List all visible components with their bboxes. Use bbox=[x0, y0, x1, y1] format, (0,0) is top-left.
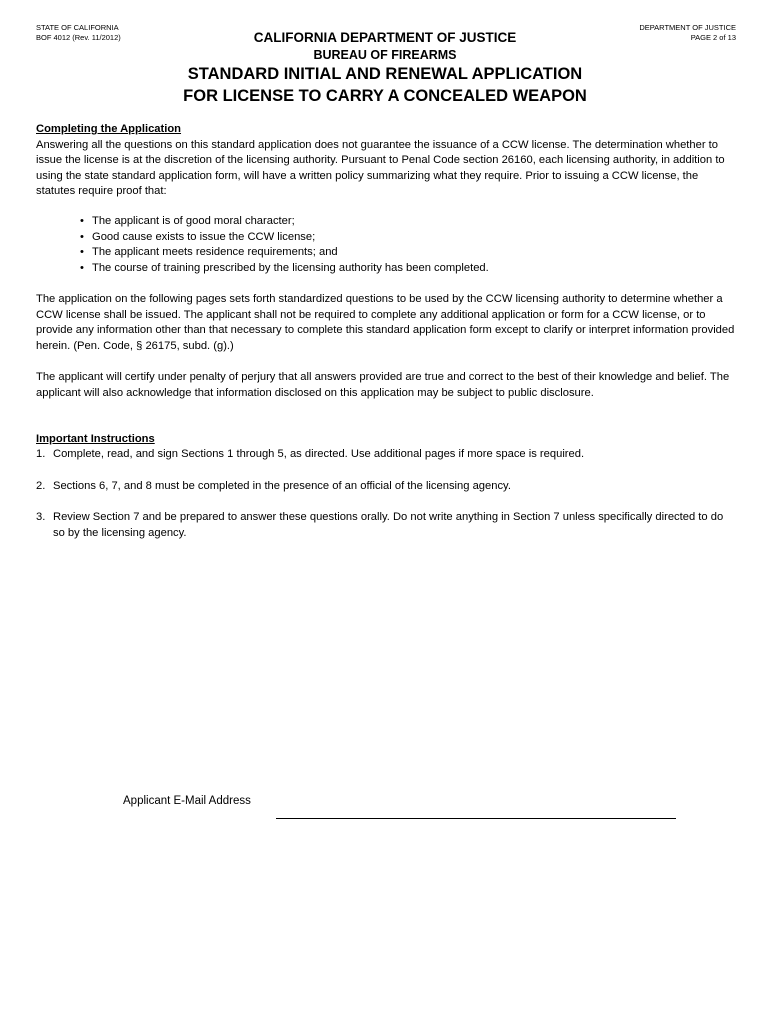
paragraph-text: The applicant will certify under penalty of perjury that all answers provided are true and correct to the best of their knowledge and belief. The applicant will also acknowledge that information disclosed on this application may be subject to public disclosure. bbox=[36, 371, 730, 399]
email-field[interactable] bbox=[276, 818, 676, 819]
instruction-text: Sections 6, 7, and 8 must be completed in the presence of an official of the licensing agency. bbox=[53, 480, 511, 492]
instruction-text: Review Section 7 and be prepared to answer these questions orally. Do not write anything in Section 7 unless specifically directed to do so by the licensing agency. bbox=[53, 511, 724, 539]
requirements-list bbox=[80, 214, 489, 276]
standardized-questions-paragraph bbox=[36, 292, 736, 354]
page-title-line2: FOR LICENSE TO CARRY A CONCEALED WEAPON bbox=[183, 87, 587, 105]
instruction-text: Complete, read, and sign Sections 1 through 5, as directed. Use additional pages if more space is required. bbox=[53, 448, 585, 460]
page-title-line1: STANDARD INITIAL AND RENEWAL APPLICATION bbox=[187, 65, 583, 83]
completing-section bbox=[36, 122, 736, 200]
instruction-item bbox=[36, 479, 736, 495]
instructions-heading: Important Instructions bbox=[36, 433, 155, 445]
certification-paragraph bbox=[36, 370, 736, 401]
list-item: • The applicant meets residence requirements; and bbox=[80, 245, 489, 261]
paragraph-text: The application on the following pages sets forth standardized questions to be used by the CCW licensing authority to determine whether a CCW license shall be issued. The applicant shall not be required to complete any additional application or form for a CCW license, or to provide any information other than that necessary to complete this standard application form except to clarify or interpret information provided herein. (Pen. Code, § 26175, subd. (g).) bbox=[36, 293, 735, 352]
completing-intro: Answering all the questions on this standard application does not guarantee the issuance of a CCW license. The determination whether to issue the license is at the discretion of the licensing authority. Pursuant to Penal Code section 26160, each licensing authority, in addition to using the state standard application form, will have a written policy summarizing what they require. Prior to issuing a CCW license, the statutes require proof that: bbox=[36, 138, 725, 197]
department-label: DEPARTMENT OF JUSTICE bbox=[639, 23, 736, 32]
instruction-number: 1. bbox=[36, 448, 46, 460]
form-number: BOF 4012 (Rev. 11/2012) bbox=[36, 33, 121, 42]
instruction-number: 3. bbox=[36, 511, 46, 523]
completing-heading: Completing the Application bbox=[36, 123, 182, 135]
bureau-name: BUREAU OF FIREARMS bbox=[313, 48, 457, 62]
page-number: PAGE 2 of 13 bbox=[690, 33, 736, 42]
list-item: • Good cause exists to issue the CCW license; bbox=[80, 230, 489, 246]
instruction-item bbox=[36, 510, 736, 541]
list-item: • The course of training prescribed by the licensing authority has been completed. bbox=[80, 261, 489, 277]
list-item: • The applicant is of good moral character; bbox=[80, 214, 489, 230]
instruction-number: 2. bbox=[36, 480, 46, 492]
email-label: Applicant E-Mail Address bbox=[123, 795, 251, 807]
state-label: STATE OF CALIFORNIA bbox=[36, 23, 119, 32]
agency-name: CALIFORNIA DEPARTMENT OF JUSTICE bbox=[253, 30, 517, 45]
instruction-item bbox=[36, 447, 736, 463]
